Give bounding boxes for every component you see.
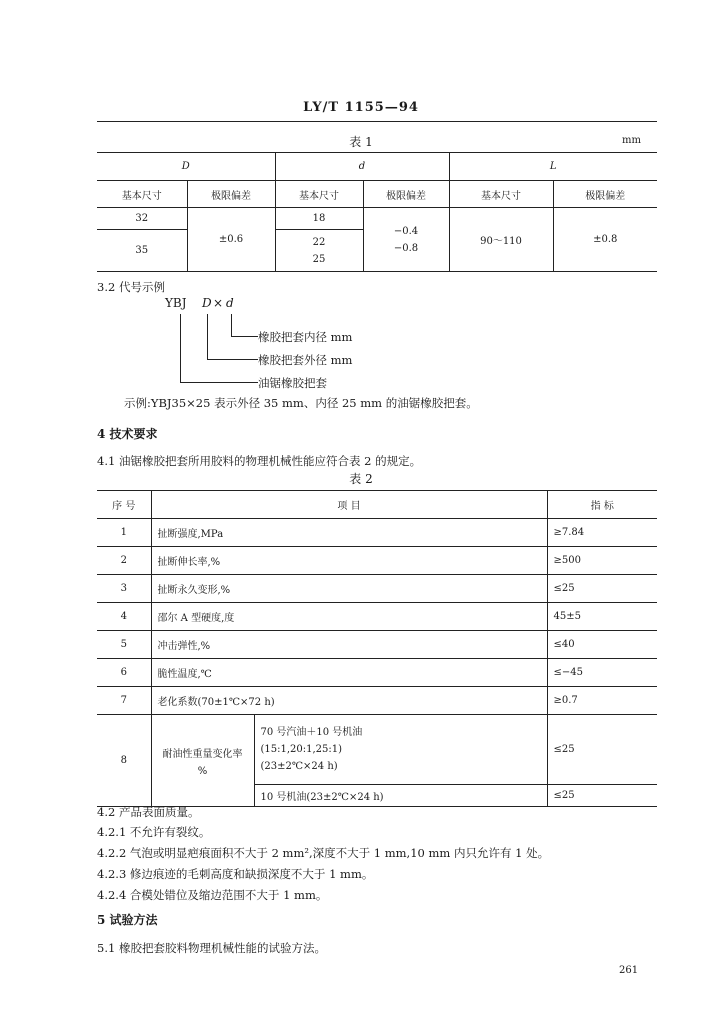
code-times: × [213, 296, 224, 310]
t2-value: ≤−45 [547, 659, 657, 687]
t2-sub2-value: ≤25 [547, 785, 657, 807]
table-row [97, 547, 657, 575]
t2-sub1-line1: 70 号汽油＋10 号机油 [260, 727, 363, 738]
table-row [97, 687, 657, 715]
table-row [97, 603, 657, 631]
table-row [97, 631, 657, 659]
t2-value: ≤40 [547, 631, 657, 659]
t1-d-tol-upper: −0.4 [393, 225, 419, 237]
t1-subheader: 基本尺寸 [97, 181, 187, 208]
section-5-title: 5 试验方法 [97, 913, 158, 927]
section-4-2-item: 4.2.1 不允许有裂纹。 [97, 825, 211, 839]
t2-header-value: 指 标 [547, 491, 657, 519]
section-4-title: 4 技术要求 [97, 427, 158, 441]
t1-d-tol [363, 208, 449, 272]
t2-no: 3 [97, 575, 151, 603]
t1-D-size: 32 [97, 208, 187, 230]
t2-sub1 [254, 715, 547, 785]
t1-subheader: 极限偏差 [187, 181, 275, 208]
t2-item: 扯断伸长率,% [151, 547, 547, 575]
table-row [97, 659, 657, 687]
t2-item-oil [151, 715, 254, 807]
section-4-1: 4.1 油锯橡胶把套所用胶料的物理机械性能应符合表 2 的规定。 [97, 454, 422, 468]
page-number: 261 [619, 965, 639, 976]
bracket-line [180, 314, 258, 383]
table-row [97, 575, 657, 603]
t2-no: 1 [97, 519, 151, 547]
t2-sub1-line2: (15:1,20:1,25:1) [260, 744, 343, 755]
t2-value: 45±5 [547, 603, 657, 631]
standard-header: LY/T 1155—94 [303, 100, 419, 115]
table2-caption: 表 2 [349, 472, 373, 486]
table1-caption: 表 1 [349, 135, 373, 149]
table-row [97, 519, 657, 547]
table1-unit: mm [622, 135, 641, 146]
t2-header-item: 项 目 [151, 491, 547, 519]
t1-L-tol: ±0.8 [553, 208, 657, 272]
t2-sub2: 10 号机油(23±2℃×24 h) [254, 785, 547, 807]
t2-value: ≥7.84 [547, 519, 657, 547]
t2-item: 扯断永久变形,% [151, 575, 547, 603]
t2-value: ≤25 [547, 575, 657, 603]
t1-D-tol: ±0.6 [187, 208, 275, 272]
t2-value: ≥500 [547, 547, 657, 575]
table-2 [97, 490, 657, 807]
section-4-2-item: 4.2.4 合模处错位及缩边范围不大于 1 mm。 [97, 888, 328, 902]
t2-header-no: 序 号 [97, 491, 151, 519]
t1-D-size: 35 [97, 230, 187, 272]
t1-subheader: 极限偏差 [553, 181, 657, 208]
code-example: 示例:YBJ35×25 表示外径 35 mm、内径 25 mm 的油锯橡胶把套。 [124, 396, 478, 410]
t2-sub1-line3: (23±2℃×24 h) [260, 761, 338, 772]
code-label-outer: 橡胶把套外径 mm [258, 353, 353, 367]
code-prefix: YBJ [165, 296, 187, 310]
t2-no: 5 [97, 631, 151, 659]
code-label-inner: 橡胶把套内径 mm [258, 330, 353, 344]
t1-subheader: 基本尺寸 [275, 181, 363, 208]
t2-no: 6 [97, 659, 151, 687]
t2-no: 8 [97, 715, 151, 807]
t1-L-size: 90～110 [449, 208, 553, 272]
t2-item: 脆性温度,℃ [151, 659, 547, 687]
code-d: d [226, 296, 234, 310]
t1-group-L: L [449, 153, 657, 181]
t1-group-d: d [275, 153, 449, 181]
section-5-1: 5.1 橡胶把套胶料物理机械性能的试验方法。 [97, 941, 326, 955]
table-row [97, 715, 657, 785]
header-rule [97, 121, 657, 122]
t2-item: 冲击弹性,% [151, 631, 547, 659]
t1-d-size-group [275, 230, 363, 272]
t1-subheader: 基本尺寸 [449, 181, 553, 208]
section-4-2-item: 4.2.2 气泡或明显疤痕面积不大于 2 mm²,深度不大于 1 mm,10 mm 内只允许有 1 处。 [97, 846, 550, 860]
t1-d-size: 22 [312, 236, 326, 248]
t1-d-size: 18 [275, 208, 363, 230]
t1-subheader: 极限偏差 [363, 181, 449, 208]
t2-item: 邵尔 A 型硬度,度 [151, 603, 547, 631]
t2-no: 7 [97, 687, 151, 715]
section-3-2-title: 3.2 代号示例 [97, 280, 165, 294]
t1-group-D: D [97, 153, 275, 181]
t2-item: 扯断强度,MPa [151, 519, 547, 547]
t2-item: 老化系数(70±1℃×72 h) [151, 687, 547, 715]
code-D: D [202, 296, 212, 310]
t1-d-size: 25 [312, 253, 326, 265]
t2-no: 2 [97, 547, 151, 575]
section-4-2-title: 4.2 产品表面质量。 [97, 805, 200, 819]
t2-no: 4 [97, 603, 151, 631]
t2-item-oil-line1: 耐油性重量变化率 [162, 748, 243, 760]
t2-sub1-value: ≤25 [547, 715, 657, 785]
t2-item-oil-line2: % [197, 765, 208, 777]
code-label-name: 油锯橡胶把套 [258, 376, 327, 390]
t1-d-tol-lower: −0.8 [393, 242, 419, 254]
section-4-2-item: 4.2.3 修边痕迹的毛刺高度和缺损深度不大于 1 mm。 [97, 867, 374, 881]
t2-value: ≥0.7 [547, 687, 657, 715]
table-1 [97, 152, 657, 272]
